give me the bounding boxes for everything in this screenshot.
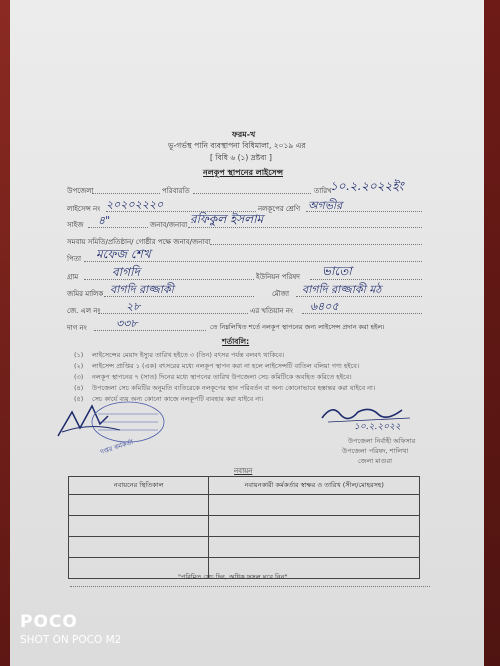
condition-text: লাইসেন্স প্রাপ্তির ১ (এক) বৎসরের মধ্যে নলকূপ স্থাপন করা না হলে লাইসেন্সটি বাতিল বলিয়া গণ্য হইবে। [92, 362, 360, 370]
jl-label: জে. এল নং [67, 307, 101, 315]
dotted-line [188, 227, 422, 228]
rule-reference: ভূ-গর্ভস্থ পানি ব্যবস্থাপনা বিধিমালা, ২০১৯ এর [168, 141, 306, 150]
renewal-table [68, 476, 420, 579]
condition-number: (৩) [74, 373, 84, 381]
right-signature-date: ১০.২.২০২২ [354, 422, 401, 432]
officer-office: উপজেলা পরিষদ, শালিখা [342, 447, 409, 455]
table-row [69, 537, 420, 558]
owner-label: জনাব/জনাবা [150, 221, 188, 229]
dotted-line [193, 193, 311, 194]
mouza-label: মৌজা [272, 290, 290, 298]
union-label: পরিবারতি [162, 187, 190, 195]
land-owner-value: বাগদি রাজ্জাকী [110, 283, 174, 296]
union-parishad-value: ভাতো [322, 264, 352, 278]
dotted-line [98, 313, 248, 314]
owner-value: রফিকুল ইসলাম [190, 212, 264, 226]
license-no-value: ২০২০২২২০ [106, 198, 164, 211]
dotted-line [84, 261, 422, 262]
table-cell [69, 495, 209, 516]
column-header-period: নবায়নের স্থিতিকাল [69, 477, 209, 495]
condition-text: লাইসেন্সের মেয়াদ ইস্যুর তারিখ হইতে ৩ (তিন) বৎসর পর্যন্ত বলবৎ থাকিবে। [92, 351, 285, 359]
officer-district: জেলা মাগুরা [358, 457, 392, 465]
dag-value: ৩৩৮ [116, 317, 138, 330]
land-owner-label: জমির মালিক [67, 290, 104, 298]
tubewell-type-value: অগভীর [308, 199, 343, 212]
dotted-line [302, 313, 422, 314]
license-statement: তে নিম্নলিখিত শর্তে নলকূপ স্থাপনের জন্য লাইসেন্স প্রদান করা হইল। [210, 323, 385, 331]
upazila-label: উপজেলা [67, 187, 94, 195]
renewal-heading: নবায়ন [234, 467, 253, 475]
dotted-line [70, 586, 430, 587]
table-cell [209, 537, 420, 558]
license-document [10, 0, 484, 666]
table-cell [209, 516, 420, 537]
document-title: নলকূপ স্থাপনের লাইসেন্স [203, 168, 284, 177]
officer-title: উপজেলা নির্বাহী অফিসার [348, 437, 416, 445]
dotted-line [104, 296, 254, 297]
union-parishad-label: ইউনিয়ন পরিষদ [256, 273, 300, 281]
camera-shot-on: SHOT ON POCO M2 [20, 634, 122, 646]
date-label: তারিখ [314, 187, 332, 195]
table-cell [69, 537, 209, 558]
table-cell [209, 495, 420, 516]
column-header-signature: নবায়নকারী কর্মকর্তার স্বাক্ষর ও তারিখ (সীল/মোহরসহ) [209, 477, 420, 495]
dotted-line [306, 211, 422, 212]
size-value: ৪" [98, 214, 111, 227]
village-value: বাগদি [112, 265, 140, 279]
condition-number: (১) [74, 351, 84, 359]
form-number: ফরম-খ [232, 130, 256, 139]
rule-sub-reference: [ বিধি ৬ (১) দ্রষ্টব্য ] [210, 153, 272, 162]
khatian-value: ৬৪০৫ [310, 300, 339, 313]
condition-number: (২) [74, 362, 84, 370]
condition-text: নলকূপ স্থাপনের ৭ (সাত) দিনের মধ্যে স্থাপনের তারিখ উপজেলা সেচ কমিটিকে অবহিত করিতে হইবে। [92, 373, 352, 381]
table-header-row [69, 477, 420, 495]
size-label: সাইজ [67, 221, 84, 229]
left-stamp-text: দপ্তর কর্মকর্তা [99, 437, 135, 457]
dotted-line [84, 279, 254, 280]
tubewell-type-label: নলকূপের শ্রেণি [258, 205, 301, 213]
committee-label: সমবায় সমিতি/প্রতিষ্ঠান/ গোষ্ঠীর পক্ষে জনাব/জনাবা [67, 238, 211, 246]
license-no-label: লাইসেন্স নং [67, 205, 101, 213]
village-label: গ্রাম [67, 273, 79, 281]
footer-slogan: "পরিমিত সেচ দিন, অধিক ফসল ঘরে নিন" [178, 573, 288, 581]
dotted-line [296, 296, 422, 297]
table-row [69, 516, 420, 537]
jl-value: ২৮ [126, 300, 141, 313]
camera-watermark [20, 612, 121, 646]
father-value: মফেজ শেখ [96, 247, 151, 261]
table-cell [69, 516, 209, 537]
father-label: পিতা [67, 255, 82, 263]
dotted-line [88, 227, 148, 228]
dotted-line [94, 330, 206, 331]
camera-brand: POCO [20, 612, 78, 632]
conditions-heading: শর্তাবলি: [222, 337, 250, 346]
condition-text: উপজেলা সেচ কমিটির অনুমতি ব্যতিরেকে নলকূপের স্থান পরিবর্তন বা অন্য কোনোভাবে হস্তান্তর করা যাইবে না। [92, 384, 376, 392]
condition-text: সেচ কার্যে ব্যয় অন্য কোনো কাজে নলকূপটি ব্যবহার করা যাইবে না। [92, 395, 264, 403]
dotted-line [92, 193, 160, 194]
dotted-line [310, 279, 422, 280]
table-row [69, 495, 420, 516]
condition-number: (৪) [74, 384, 84, 392]
dag-label: দাগ নং [67, 324, 87, 332]
khatian-label: এর খতিয়ান নং [250, 307, 294, 315]
date-value: ১০.২.২০২২ইং [330, 179, 404, 193]
mouza-value: বাগদি রাজ্জাকী মঠ [302, 283, 382, 296]
dotted-line [210, 244, 422, 245]
condition-number: (৫) [74, 395, 84, 403]
